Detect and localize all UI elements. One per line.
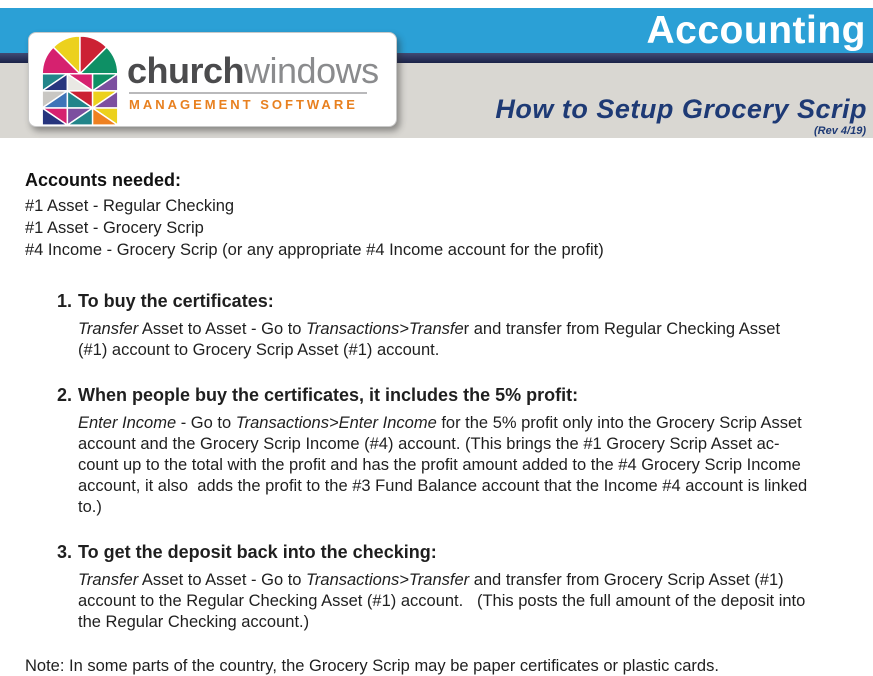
step-3 xyxy=(25,542,853,633)
page-title: Accounting xyxy=(646,9,866,52)
text: Asset to Asset - Go to xyxy=(138,571,307,589)
accounts-heading: Accounts needed: xyxy=(25,170,182,190)
document-subtitle: How to Setup Grocery Scrip xyxy=(495,94,867,124)
step-heading-row xyxy=(57,542,853,563)
step-1 xyxy=(25,291,853,361)
text-line xyxy=(78,340,853,361)
text: and transfer from Grocery Scrip Asset (#1) xyxy=(469,571,784,589)
text-line xyxy=(78,413,853,434)
text-line xyxy=(78,455,853,476)
text: for the 5% profit only into the Grocery Scrip Asset xyxy=(436,414,802,432)
account-line: #1 Asset - Grocery Scrip xyxy=(25,219,204,237)
header xyxy=(0,0,873,138)
accounts-list xyxy=(25,195,853,261)
text-line xyxy=(78,591,853,612)
text-line xyxy=(78,570,853,591)
account-line: #1 Asset - Regular Checking xyxy=(25,197,235,215)
step-heading-row xyxy=(57,291,853,312)
text-line xyxy=(78,612,853,633)
italic-text: Transactions>Transfe xyxy=(306,320,464,338)
logo xyxy=(28,32,397,127)
step-title: When people buy the certificates, it includes the 5% profit: xyxy=(78,385,579,405)
step-2 xyxy=(25,385,853,518)
step-number: 1. xyxy=(57,291,73,311)
step-number: 2. xyxy=(57,385,73,405)
step-paragraph xyxy=(78,570,853,633)
footnote: Note: In some parts of the country, the Grocery Scrip may be paper certificates or plastic cards. xyxy=(25,657,719,675)
revision-label: (Rev 4/19) xyxy=(814,125,866,137)
italic-text: Transfer xyxy=(78,320,139,338)
logo-text xyxy=(127,50,379,112)
text: r and transfer from Regular Checking Asset xyxy=(463,320,781,338)
step-paragraph xyxy=(78,319,853,361)
text: account and the Grocery Scrip Income (#4) account. (This brings the #1 Grocery Scrip Asset ac- xyxy=(78,435,780,453)
text: - Go to xyxy=(176,414,236,432)
brand-name xyxy=(127,50,379,91)
text-line xyxy=(78,476,853,497)
text: (#1) account to Grocery Scrip Asset (#1) account. xyxy=(78,341,440,359)
text-line xyxy=(78,434,853,455)
step-number: 3. xyxy=(57,542,73,562)
text: count up to the total with the profit and has the profit amount added to the #4 Grocery Scrip Income xyxy=(78,456,801,474)
church-window-logo-icon xyxy=(39,36,121,126)
italic-text: Transfer xyxy=(78,571,139,589)
text: account, it also adds the profit to the #3 Fund Balance account that the Income #4 account is linked xyxy=(78,477,808,495)
step-title: To get the deposit back into the checking: xyxy=(78,542,437,562)
document-body xyxy=(0,138,873,676)
text: account to the Regular Checking Asset (#1) account. (This posts the full amount of the deposit into xyxy=(78,592,806,610)
logo-tagline: MANAGEMENT SOFTWARE xyxy=(129,97,358,112)
italic-text: Transactions>Transfer xyxy=(306,571,470,589)
step-paragraph xyxy=(78,413,853,518)
account-line: #4 Income - Grocery Scrip (or any appropriate #4 Income account for the profit) xyxy=(25,241,604,259)
step-title: To buy the certificates: xyxy=(78,291,274,311)
text: to.) xyxy=(78,498,102,516)
text-line xyxy=(78,497,853,518)
italic-text: Enter Income xyxy=(78,414,177,432)
header-top-strip xyxy=(0,0,873,8)
step-heading-row xyxy=(57,385,853,406)
text: the Regular Checking account.) xyxy=(78,613,310,631)
text-line xyxy=(78,319,853,340)
brand-name-bold: church xyxy=(127,50,245,91)
italic-text: Transactions>Enter Income xyxy=(235,414,437,432)
numbered-steps xyxy=(25,291,853,633)
logo-divider xyxy=(129,92,367,94)
text: Asset to Asset - Go to xyxy=(138,320,307,338)
brand-name-light: windows xyxy=(244,50,379,91)
